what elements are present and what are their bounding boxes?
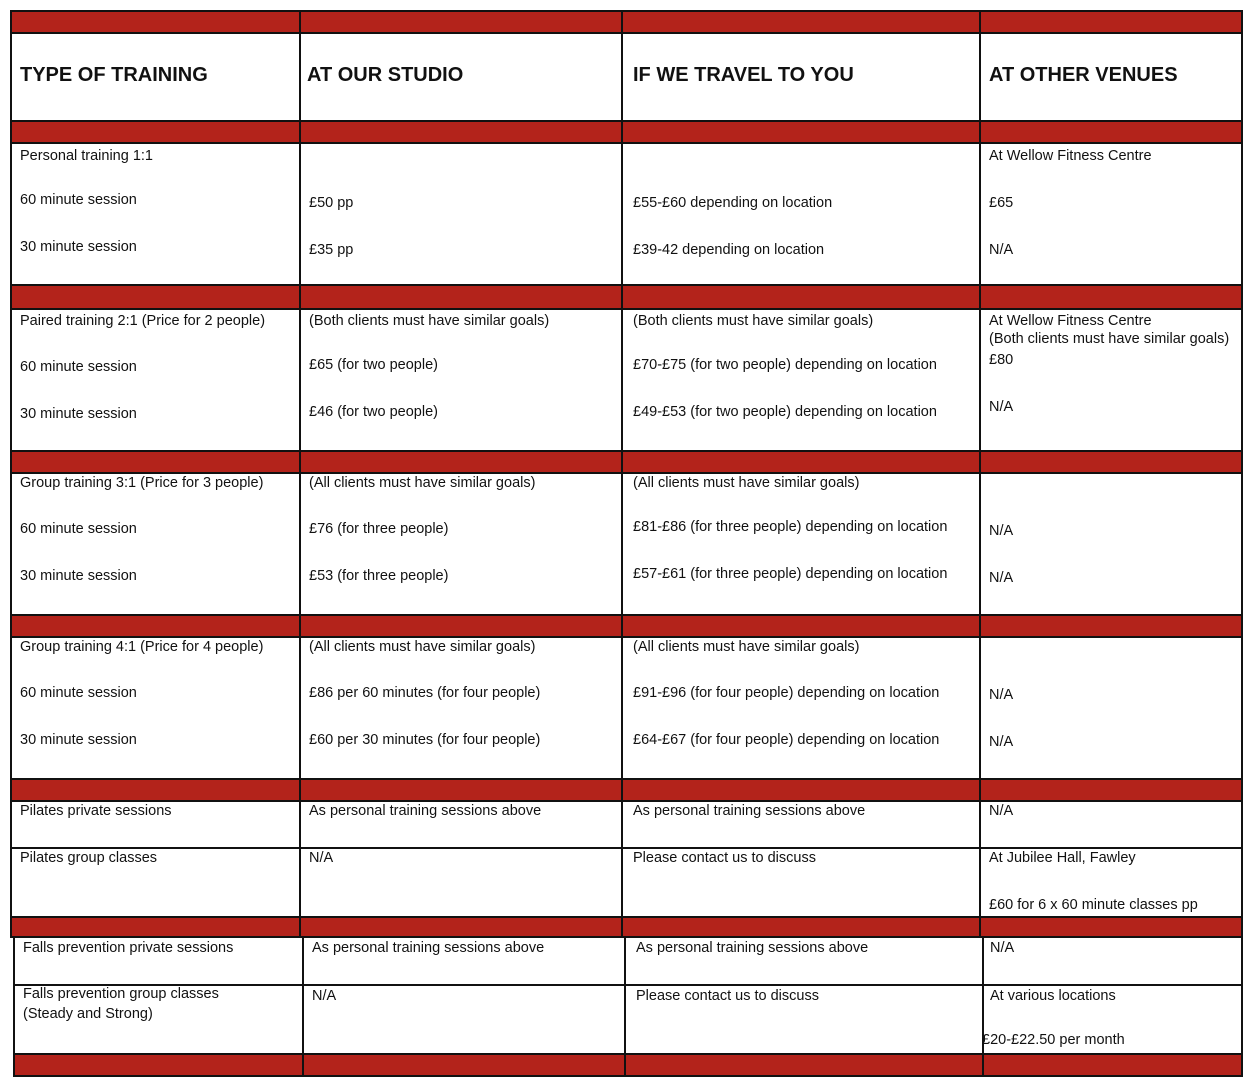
pilates-group-venue-title: At Jubilee Hall, Fawley bbox=[989, 850, 1136, 866]
falls-group-studio: N/A bbox=[312, 988, 337, 1004]
paired-30-label: 30 minute session bbox=[20, 406, 137, 422]
group4-studio-30: £60 per 30 minutes (for four people) bbox=[309, 732, 541, 748]
group3-venue-60: N/A bbox=[989, 523, 1014, 539]
falls-private-title: Falls prevention private sessions bbox=[23, 940, 234, 956]
row-pilates-private bbox=[10, 802, 1243, 849]
paired-travel-60: £70-£75 (for two people) depending on location bbox=[633, 357, 937, 373]
paired-studio-60: £65 (for two people) bbox=[309, 357, 438, 373]
paired-travel-note: (Both clients must have similar goals) bbox=[633, 313, 874, 329]
paired-venue-title: At Wellow Fitness Centre bbox=[989, 313, 1152, 329]
pilates-private-venue: N/A bbox=[989, 803, 1014, 819]
paired-title: Paired training 2:1 (Price for 2 people) bbox=[20, 313, 266, 329]
header-at-other-venues: AT OTHER VENUES bbox=[989, 64, 1178, 86]
pilates-private-studio: As personal training sessions above bbox=[309, 803, 542, 819]
group4-60-label: 60 minute session bbox=[20, 685, 137, 701]
group3-studio-60: £76 (for three people) bbox=[309, 521, 449, 537]
group4-travel-60: £91-£96 (for four people) depending on location bbox=[633, 685, 940, 701]
group3-travel-30: £57-£61 (for three people) depending on location bbox=[633, 566, 948, 582]
personal-studio-60: £50 pp bbox=[309, 195, 354, 211]
paired-60-label: 60 minute session bbox=[20, 359, 137, 375]
paired-venue-30: N/A bbox=[989, 399, 1014, 415]
falls-group-travel: Please contact us to discuss bbox=[636, 988, 819, 1004]
paired-studio-30: £46 (for two people) bbox=[309, 404, 438, 420]
row-group-training-3 bbox=[10, 474, 1243, 614]
group3-venue-30: N/A bbox=[989, 570, 1014, 586]
row-falls-private bbox=[13, 938, 1243, 986]
personal-60-label: 60 minute session bbox=[20, 192, 137, 208]
personal-travel-60: £55-£60 depending on location bbox=[633, 195, 833, 211]
pilates-group-travel: Please contact us to discuss bbox=[633, 850, 816, 866]
group3-studio-30: £53 (for three people) bbox=[309, 568, 449, 584]
header-type-of-training: TYPE OF TRAINING bbox=[20, 64, 208, 86]
group4-30-label: 30 minute session bbox=[20, 732, 137, 748]
row-paired-training bbox=[10, 310, 1243, 450]
group4-studio-note: (All clients must have similar goals) bbox=[309, 639, 536, 655]
red-band bbox=[10, 778, 1243, 802]
paired-studio-note: (Both clients must have similar goals) bbox=[309, 313, 550, 329]
personal-title: Personal training 1:1 bbox=[20, 148, 153, 164]
personal-venue-60: £65 bbox=[989, 195, 1014, 211]
row-personal-training bbox=[10, 144, 1243, 284]
group3-studio-note: (All clients must have similar goals) bbox=[309, 475, 536, 491]
group4-venue-30: N/A bbox=[989, 734, 1014, 750]
group4-venue-60: N/A bbox=[989, 687, 1014, 703]
paired-venue-60: £80 bbox=[989, 352, 1014, 368]
paired-venue-note: (Both clients must have similar goals) bbox=[989, 331, 1230, 347]
pilates-private-title: Pilates private sessions bbox=[20, 803, 172, 819]
red-band bbox=[10, 614, 1243, 638]
personal-30-label: 30 minute session bbox=[20, 239, 137, 255]
group4-travel-30: £64-£67 (for four people) depending on location bbox=[633, 732, 940, 748]
red-band bbox=[10, 450, 1243, 474]
group3-title: Group training 3:1 (Price for 3 people) bbox=[20, 475, 264, 491]
group3-travel-60: £81-£86 (for three people) depending on location bbox=[633, 519, 948, 535]
falls-group-venue-price: £20-£22.50 per month bbox=[982, 1032, 1125, 1048]
red-band bbox=[10, 916, 1243, 938]
falls-group-title-line2: (Steady and Strong) bbox=[23, 1006, 153, 1022]
red-band bbox=[10, 10, 1243, 34]
pilates-group-venue-price: £60 for 6 x 60 minute classes pp bbox=[989, 897, 1198, 913]
header-if-we-travel: IF WE TRAVEL TO YOU bbox=[633, 64, 854, 86]
personal-studio-30: £35 pp bbox=[309, 242, 354, 258]
red-band bbox=[10, 120, 1243, 144]
paired-travel-30: £49-£53 (for two people) depending on location bbox=[633, 404, 937, 420]
pilates-group-studio: N/A bbox=[309, 850, 334, 866]
falls-private-studio: As personal training sessions above bbox=[312, 940, 545, 956]
group3-travel-note: (All clients must have similar goals) bbox=[633, 475, 860, 491]
red-band bbox=[10, 284, 1243, 310]
row-pilates-group bbox=[10, 849, 1243, 916]
group4-title: Group training 4:1 (Price for 4 people) bbox=[20, 639, 264, 655]
row-falls-group bbox=[13, 986, 1243, 1053]
personal-travel-30: £39-42 depending on location bbox=[633, 242, 825, 258]
falls-group-title-line1: Falls prevention group classes bbox=[23, 986, 219, 1002]
red-band bbox=[13, 1053, 1243, 1077]
group4-travel-note: (All clients must have similar goals) bbox=[633, 639, 860, 655]
row-group-training-4 bbox=[10, 638, 1243, 778]
group3-60-label: 60 minute session bbox=[20, 521, 137, 537]
group3-30-label: 30 minute session bbox=[20, 568, 137, 584]
header-at-our-studio: AT OUR STUDIO bbox=[307, 64, 464, 86]
personal-venue-30: N/A bbox=[989, 242, 1014, 258]
falls-private-venue: N/A bbox=[990, 940, 1015, 956]
pilates-group-title: Pilates group classes bbox=[20, 850, 158, 866]
falls-private-travel: As personal training sessions above bbox=[636, 940, 869, 956]
header-row bbox=[10, 34, 1243, 120]
pilates-private-travel: As personal training sessions above bbox=[633, 803, 866, 819]
personal-venue-title: At Wellow Fitness Centre bbox=[989, 148, 1152, 164]
group4-studio-60: £86 per 60 minutes (for four people) bbox=[309, 685, 541, 701]
falls-group-venue-title: At various locations bbox=[990, 988, 1116, 1004]
